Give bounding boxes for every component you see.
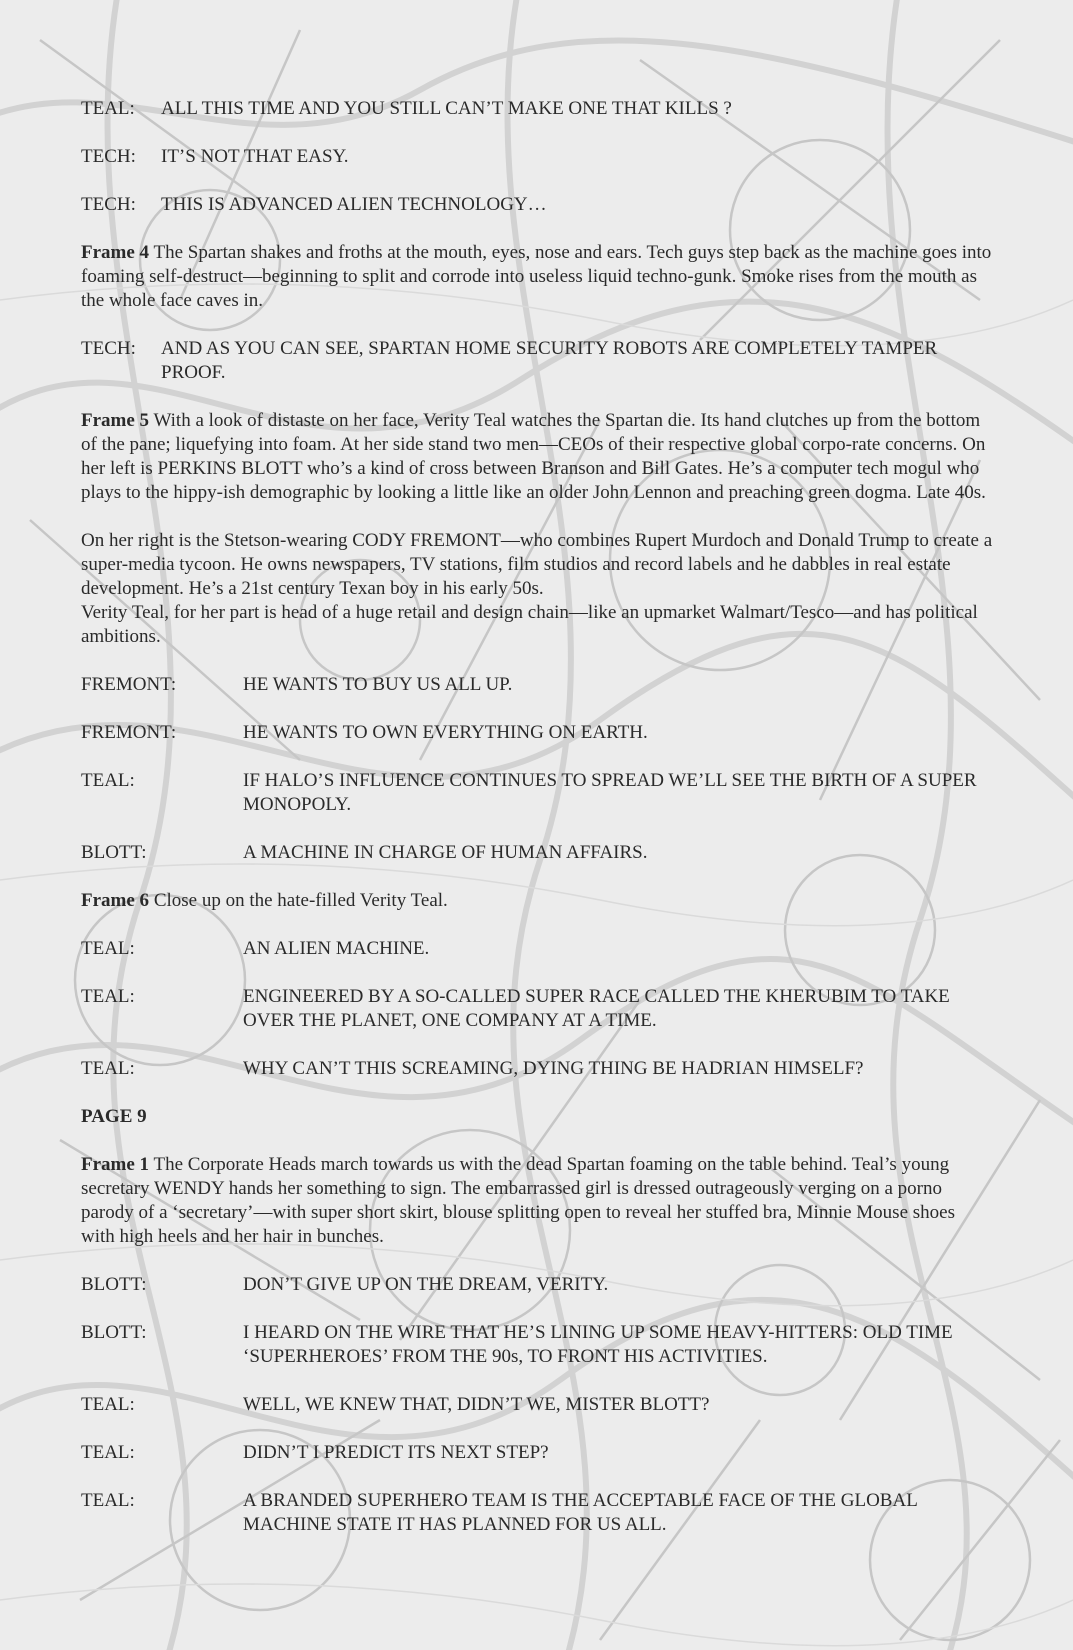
dialogue-line bbox=[81, 145, 993, 169]
script-page bbox=[81, 97, 993, 1561]
speaker: BLOTT: bbox=[81, 1274, 147, 1295]
frame-label: Frame 1 bbox=[81, 1154, 150, 1175]
speaker: TEAL: bbox=[81, 1394, 135, 1415]
dialogue-line bbox=[81, 337, 993, 385]
speaker: TECH: bbox=[81, 338, 136, 359]
dialogue-text: HE WANTS TO OWN EVERYTHING ON EARTH. bbox=[243, 722, 648, 743]
speaker: TEAL: bbox=[81, 1442, 135, 1463]
dialogue-text: I HEARD ON THE WIRE THAT HE’S LINING UP SOME HEAVY-HITTERS: OLD TIME ‘SUPERHEROES’ FROM THE 90s, TO FRONT HIS ACTIVITIES. bbox=[243, 1322, 953, 1367]
speaker: TECH: bbox=[81, 194, 136, 215]
dialogue-line bbox=[81, 841, 993, 865]
frame-5-description bbox=[81, 409, 993, 505]
dialogue-text: HE WANTS TO BUY US ALL UP. bbox=[243, 674, 513, 695]
dialogue-text: IT’S NOT THAT EASY. bbox=[161, 146, 349, 167]
dialogue-line bbox=[81, 1441, 993, 1465]
frame-6-description bbox=[81, 889, 993, 913]
dialogue-line bbox=[81, 985, 993, 1033]
speaker: TEAL: bbox=[81, 938, 135, 959]
dialogue-text: AN ALIEN MACHINE. bbox=[243, 938, 430, 959]
frame-label: Frame 4 bbox=[81, 242, 150, 263]
dialogue-text: AND AS YOU CAN SEE, SPARTAN HOME SECURITY ROBOTS ARE COMPLETELY TAMPER PROOF. bbox=[161, 338, 938, 383]
page-9-frame-1-description bbox=[81, 1153, 993, 1249]
dialogue-text: A BRANDED SUPERHERO TEAM IS THE ACCEPTABLE FACE OF THE GLOBAL MACHINE STATE IT HAS PLANNED FOR US ALL. bbox=[243, 1490, 918, 1535]
dialogue-line bbox=[81, 1057, 993, 1081]
dialogue-text: THIS IS ADVANCED ALIEN TECHNOLOGY… bbox=[161, 194, 547, 215]
page-heading: PAGE 9 bbox=[81, 1106, 147, 1127]
dialogue-line bbox=[81, 769, 993, 817]
dialogue-text: ALL THIS TIME AND YOU STILL CAN’T MAKE ONE THAT KILLS ? bbox=[161, 98, 732, 119]
frame-label: Frame 6 bbox=[81, 890, 150, 911]
dialogue-line bbox=[81, 1273, 993, 1297]
dialogue-text: ENGINEERED BY A SO-CALLED SUPER RACE CALLED THE KHERUBIM TO TAKE OVER THE PLANET, ONE COMPANY AT A TIME. bbox=[243, 986, 950, 1031]
frame-5-paragraph-2: On her right is the Stetson-wearing CODY FREMONT—who combines Rupert Murdoch and Donald Trump to create a super-media tycoon. He owns newspapers, TV stations, film studios and record labels and he dabbles in real estate development. He’s a 21st century Texan boy in his early 50s. bbox=[81, 530, 993, 599]
dialogue-line bbox=[81, 97, 993, 121]
frame-text: The Spartan shakes and froths at the mouth, eyes, nose and ears. Tech guys step back as the machine goes into foaming self-destruct—beginning to split and corrode into useless liquid techno-gunk. Smoke rises from the mouth as the whole face caves in. bbox=[81, 242, 992, 311]
frame-5-paragraph-3: Verity Teal, for her part is head of a huge retail and design chain—like an upmarket Walmart/Tesco—and has political ambitions. bbox=[81, 602, 978, 647]
dialogue-line bbox=[81, 937, 993, 961]
frame-4-description bbox=[81, 241, 993, 313]
frame-text: With a look of distaste on her face, Verity Teal watches the Spartan die. Its hand clutches up from the bottom of the pane; liquefying into foam. At her side stand two men—CEOs of their respective global corpo-rate concerns. On her left is PERKINS BLOTT who’s a kind of cross between Branson and Bill Gates. He’s a computer tech mogul who plays to the hippy-ish demographic by looking a little like an older John Lennon and preaching green dogma. Late 40s. bbox=[81, 410, 986, 503]
dialogue-line bbox=[81, 673, 993, 697]
speaker: TECH: bbox=[81, 146, 136, 167]
dialogue-text: A MACHINE IN CHARGE OF HUMAN AFFAIRS. bbox=[243, 842, 648, 863]
frame-text: The Corporate Heads march towards us with the dead Spartan foaming on the table behind. Teal’s young secretary WENDY hands her something to sign. The embarrassed girl is dressed outrageously verging on a porno parody of a ‘secretary’—with super short skirt, blouse splitting open to reveal her stuffed bra, Minnie Mouse shoes with high heels and her hair in bunches. bbox=[81, 1154, 955, 1247]
speaker: FREMONT: bbox=[81, 722, 177, 743]
speaker: TEAL: bbox=[81, 1490, 135, 1511]
speaker: FREMONT: bbox=[81, 674, 177, 695]
frame-label: Frame 5 bbox=[81, 410, 150, 431]
dialogue-line bbox=[81, 193, 993, 217]
dialogue-line bbox=[81, 1393, 993, 1417]
dialogue-text: DIDN’T I PREDICT ITS NEXT STEP? bbox=[243, 1442, 549, 1463]
dialogue-line bbox=[81, 721, 993, 745]
dialogue-text: WELL, WE KNEW THAT, DIDN’T WE, MISTER BLOTT? bbox=[243, 1394, 710, 1415]
dialogue-line bbox=[81, 1321, 993, 1369]
dialogue-text: WHY CAN’T THIS SCREAMING, DYING THING BE HADRIAN HIMSELF? bbox=[243, 1058, 864, 1079]
dialogue-line bbox=[81, 1489, 993, 1537]
speaker: TEAL: bbox=[81, 770, 135, 791]
dialogue-text: DON’T GIVE UP ON THE DREAM, VERITY. bbox=[243, 1274, 609, 1295]
speaker: TEAL: bbox=[81, 98, 135, 119]
speaker: TEAL: bbox=[81, 1058, 135, 1079]
dialogue-text: IF HALO’S INFLUENCE CONTINUES TO SPREAD WE’LL SEE THE BIRTH OF A SUPER MONOPOLY. bbox=[243, 770, 977, 815]
speaker: TEAL: bbox=[81, 986, 135, 1007]
speaker: BLOTT: bbox=[81, 842, 147, 863]
speaker: BLOTT: bbox=[81, 1322, 147, 1343]
frame-text: Close up on the hate-filled Verity Teal. bbox=[153, 890, 448, 911]
